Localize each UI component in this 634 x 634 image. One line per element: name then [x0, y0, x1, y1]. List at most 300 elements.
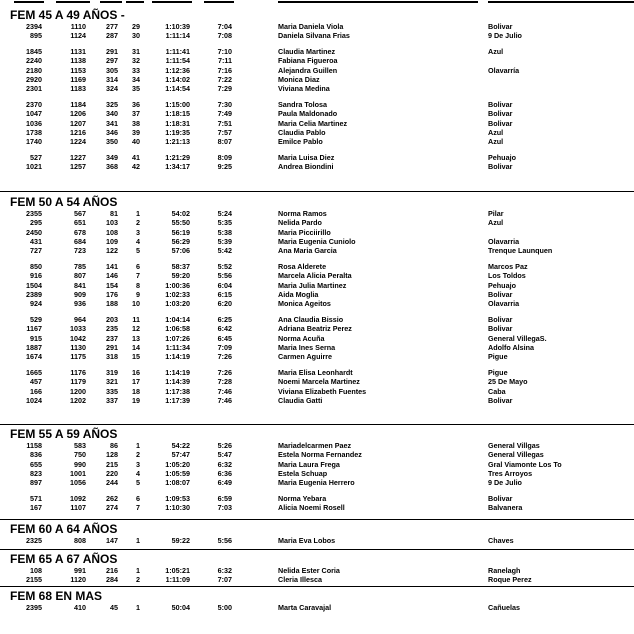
bib-number: 1183 [70, 84, 86, 94]
pace: 5:26 [217, 441, 232, 450]
bib-number: 990 [74, 459, 86, 469]
general-position: 431 [30, 237, 42, 246]
category-position: 9 [136, 290, 140, 299]
pace: 7:09 [217, 343, 232, 352]
runner-name: Claudia Pablo [278, 127, 326, 137]
runner-name: Maria Picciirillo [278, 227, 331, 237]
general-position: 897 [30, 478, 42, 488]
result-row [0, 271, 634, 280]
gender-position: 176 [106, 290, 118, 299]
gender-position: 318 [106, 352, 118, 362]
bib-number: 1176 [70, 367, 86, 377]
runner-name: Rosa Alderete [278, 261, 327, 271]
bib-number: 841 [74, 280, 86, 290]
gender-position: 337 [106, 395, 118, 405]
finish-time: 58:37 [171, 261, 190, 271]
finish-time: 1:10:39 [165, 22, 190, 31]
result-row [0, 469, 634, 478]
category-position: 32 [132, 56, 140, 66]
runner-name: Nelida Ester Coria [278, 566, 340, 575]
gender-position: 109 [106, 237, 118, 246]
section-divider [0, 519, 634, 520]
gender-position: 325 [106, 99, 118, 109]
gender-position: 321 [106, 377, 118, 387]
bib-number: 909 [74, 290, 86, 299]
section-divider [0, 549, 634, 550]
result-row [0, 84, 634, 93]
bib-number: 1130 [70, 343, 86, 352]
header-rule [152, 1, 192, 3]
finish-time: 1:19:35 [165, 127, 190, 137]
finish-time: 50:04 [171, 603, 190, 612]
category-position: 6 [136, 261, 140, 271]
result-row [0, 503, 634, 512]
finish-time: 54:02 [171, 209, 190, 218]
gender-position: 324 [106, 84, 118, 94]
runner-name: Carmen Aguirre [278, 352, 333, 362]
general-position: 2394 [26, 22, 42, 31]
gender-position: 335 [106, 386, 118, 396]
finish-time: 1:11:41 [165, 46, 190, 56]
gender-position: 291 [106, 343, 118, 352]
gender-position: 45 [110, 603, 118, 612]
finish-time: 55:50 [171, 218, 190, 228]
result-row [0, 119, 634, 128]
result-row [0, 75, 634, 84]
runner-name: Sandra Tolosa [278, 99, 327, 109]
finish-time: 1:14:54 [165, 84, 190, 94]
bib-number: 1184 [70, 99, 86, 109]
gender-position: 314 [106, 75, 118, 84]
runner-city: 9 De Julio [488, 31, 522, 41]
category-position: 7 [136, 271, 140, 281]
general-position: 2325 [26, 536, 42, 545]
general-position: 1021 [26, 162, 42, 172]
runner-name: Maria Daniela Viola [278, 22, 344, 31]
result-row [0, 137, 634, 146]
gender-position: 147 [106, 536, 118, 545]
bib-number: 1110 [70, 22, 86, 31]
result-row [0, 536, 634, 545]
runner-name: Emilce Pablo [278, 137, 323, 147]
category-position: 4 [136, 469, 140, 479]
result-row [0, 100, 634, 109]
pace: 5:56 [217, 536, 232, 545]
gender-position: 350 [106, 137, 118, 147]
runner-name: Andrea Biondini [278, 162, 334, 172]
gender-position: 220 [106, 469, 118, 479]
general-position: 2920 [26, 75, 42, 84]
runner-name: Maria Laura Frega [278, 459, 340, 469]
runner-name: Maria Elisa Leonhardt [278, 367, 353, 377]
header-rule [278, 1, 478, 3]
runner-city: General Villegas [488, 450, 544, 460]
bib-number: 1124 [70, 31, 86, 41]
finish-time: 1:11:14 [165, 31, 190, 41]
runner-city: Olavarría [488, 65, 520, 75]
runner-city: Pehuajo [488, 280, 516, 290]
runner-city: Gral Viamonte Los To [488, 459, 562, 469]
runner-name: Ana Maria Garcia [278, 246, 337, 256]
runner-city: Roque Perez [488, 575, 532, 585]
runner-name: Maria Julia Martinez [278, 280, 347, 290]
bib-number: 1120 [70, 575, 86, 585]
runner-city: Balvanera [488, 503, 523, 513]
runner-city: General VillegaS. [488, 333, 547, 343]
general-position: 916 [30, 271, 42, 281]
finish-time: 1:02:33 [165, 290, 190, 299]
category-position: 2 [136, 218, 140, 228]
pace: 7:46 [217, 395, 232, 405]
bib-number: 1138 [70, 56, 86, 66]
category-position: 39 [132, 127, 140, 137]
result-row [0, 603, 634, 612]
runner-name: Viviana Medina [278, 84, 330, 94]
result-row [0, 334, 634, 343]
result-row [0, 128, 634, 137]
general-position: 2301 [26, 84, 42, 94]
category-position: 40 [132, 137, 140, 147]
pace: 8:07 [217, 137, 232, 147]
runner-city: Bolivar [488, 99, 513, 109]
gender-position: 274 [106, 503, 118, 513]
general-position: 166 [30, 386, 42, 396]
bib-number: 785 [74, 261, 86, 271]
finish-time: 1:14:19 [165, 367, 190, 377]
category-position: 1 [136, 603, 140, 612]
pace: 7:22 [217, 75, 232, 84]
general-position: 1845 [26, 46, 42, 56]
finish-time: 1:17:39 [165, 395, 190, 405]
runner-city: 9 De Julio [488, 478, 522, 488]
general-position: 167 [30, 503, 42, 513]
result-row [0, 153, 634, 162]
finish-time: 1:18:31 [165, 118, 190, 128]
runner-city: Bolivar [488, 314, 513, 324]
result-row [0, 396, 634, 405]
finish-time: 1:04:14 [165, 314, 190, 324]
result-row [0, 162, 634, 171]
runner-name: Monica Ageitos [278, 299, 331, 309]
pace: 5:42 [217, 246, 232, 256]
result-row [0, 47, 634, 56]
pace: 5:47 [217, 450, 232, 460]
runner-name: Maria Luisa Diez [278, 152, 335, 162]
category-position: 16 [132, 367, 140, 377]
pace: 7:57 [217, 127, 232, 137]
header-rule [204, 1, 234, 3]
category-heading: FEM 65 A 67 AÑOS [10, 552, 118, 566]
gender-position: 341 [106, 118, 118, 128]
gender-position: 215 [106, 459, 118, 469]
category-position: 31 [132, 46, 140, 56]
result-row [0, 56, 634, 65]
bib-number: 651 [74, 218, 86, 228]
general-position: 571 [30, 494, 42, 503]
runner-city: Marcos Paz [488, 261, 528, 271]
runner-city: Caba [488, 386, 506, 396]
pace: 7:07 [217, 575, 232, 585]
result-row [0, 460, 634, 469]
pace: 6:45 [217, 333, 232, 343]
pace: 5:39 [217, 237, 232, 246]
finish-time: 1:05:59 [165, 469, 190, 479]
gender-position: 146 [106, 271, 118, 281]
gender-position: 103 [106, 218, 118, 228]
result-row [0, 237, 634, 246]
result-row [0, 299, 634, 308]
header-rules [0, 0, 634, 4]
pace: 5:35 [217, 218, 232, 228]
finish-time: 1:09:53 [165, 494, 190, 503]
finish-time: 1:14:02 [165, 75, 190, 84]
runner-name: Viviana Elizabeth Fuentes [278, 386, 367, 396]
gender-position: 346 [106, 127, 118, 137]
bib-number: 1200 [70, 386, 86, 396]
category-position: 13 [132, 333, 140, 343]
gender-position: 235 [106, 324, 118, 334]
result-row [0, 324, 634, 333]
finish-time: 1:34:17 [165, 162, 190, 172]
general-position: 1674 [26, 352, 42, 362]
general-position: 850 [30, 261, 42, 271]
result-row [0, 228, 634, 237]
result-row [0, 343, 634, 352]
gender-position: 108 [106, 227, 118, 237]
result-row [0, 494, 634, 503]
runner-city: Trenque Launquen [488, 246, 553, 256]
category-position: 18 [132, 386, 140, 396]
runner-city: Azul [488, 127, 504, 137]
gender-position: 368 [106, 162, 118, 172]
general-position: 924 [30, 299, 42, 309]
bib-number: 1001 [70, 469, 86, 479]
bib-number: 991 [74, 566, 86, 575]
runner-city: Los Toldos [488, 271, 526, 281]
runner-name: Nelida Pardo [278, 218, 322, 228]
category-position: 4 [136, 237, 140, 246]
runner-city: Pilar [488, 209, 504, 218]
finish-time: 1:05:20 [165, 459, 190, 469]
bib-number: 1131 [70, 46, 86, 56]
gender-position: 244 [106, 478, 118, 488]
gender-position: 86 [110, 441, 118, 450]
result-row [0, 377, 634, 386]
general-position: 295 [30, 218, 42, 228]
pace: 6:32 [217, 566, 232, 575]
result-row [0, 441, 634, 450]
general-position: 2389 [26, 290, 42, 299]
pace: 7:11 [218, 56, 232, 66]
runner-name: Marta Caravajal [278, 603, 332, 612]
header-rule [100, 1, 122, 3]
runner-city: Azul [488, 46, 504, 56]
bib-number: 1175 [70, 352, 86, 362]
general-position: 655 [30, 459, 42, 469]
runner-city: Azul [488, 137, 504, 147]
finish-time: 54:22 [171, 441, 190, 450]
gender-position: 305 [106, 65, 118, 75]
category-heading: FEM 50 A 54 AÑOS [10, 195, 118, 209]
gender-position: 284 [106, 575, 118, 585]
general-position: 2395 [26, 603, 42, 612]
runner-name: Maria Ines Serna [278, 343, 336, 352]
header-rule [488, 1, 634, 3]
category-position: 38 [132, 118, 140, 128]
general-position: 1047 [26, 109, 42, 119]
result-row [0, 109, 634, 118]
runner-name: Maria Eugenia Cuniolo [278, 237, 356, 246]
runner-name: Ana Claudia Bissio [278, 314, 344, 324]
category-position: 33 [132, 65, 140, 75]
finish-time: 59:22 [171, 536, 190, 545]
category-position: 1 [136, 536, 140, 545]
finish-time: 1:18:15 [165, 109, 190, 119]
category-position: 7 [136, 503, 140, 513]
runner-name: Marcela Alicia Peralta [278, 271, 352, 281]
runner-city: Tres Arroyos [488, 469, 533, 479]
finish-time: 1:03:20 [165, 299, 190, 309]
runner-city: Bolivar [488, 118, 513, 128]
category-position: 41 [132, 152, 140, 162]
runner-name: Estela Norma Fernandez [278, 450, 362, 460]
finish-time: 1:21:13 [165, 137, 190, 147]
runner-city: Bolivar [488, 324, 513, 334]
pace: 6:36 [217, 469, 232, 479]
runner-name: Aida Moglia [278, 290, 319, 299]
general-position: 527 [30, 152, 42, 162]
category-position: 6 [136, 494, 140, 503]
category-position: 14 [132, 343, 140, 352]
result-row [0, 31, 634, 40]
result-row [0, 281, 634, 290]
result-row [0, 66, 634, 75]
category-position: 36 [132, 99, 140, 109]
pace: 6:20 [217, 299, 232, 309]
general-position: 1665 [26, 367, 42, 377]
runner-name: Norma Acuña [278, 333, 325, 343]
runner-city: Ranelagh [488, 566, 521, 575]
runner-city: 25 De Mayo [488, 377, 528, 387]
general-position: 836 [30, 450, 42, 460]
category-position: 37 [132, 109, 140, 119]
result-row [0, 478, 634, 487]
runner-name: Estela Schuap [278, 469, 328, 479]
pace: 5:38 [217, 227, 232, 237]
pace: 6:25 [217, 314, 232, 324]
category-heading: FEM 60 A 64 AÑOS [10, 522, 118, 536]
bib-number: 1227 [70, 152, 86, 162]
bib-number: 684 [74, 237, 86, 246]
category-heading: FEM 68 EN MAS [10, 589, 103, 603]
category-position: 15 [132, 352, 140, 362]
pace: 6:15 [217, 290, 232, 299]
bib-number: 1202 [70, 395, 86, 405]
runner-name: Maria Celia Martinez [278, 118, 348, 128]
pace: 6:04 [217, 280, 232, 290]
general-position: 2180 [26, 65, 42, 75]
gender-position: 297 [106, 56, 118, 66]
finish-time: 1:06:58 [165, 324, 190, 334]
finish-time: 1:10:30 [165, 503, 190, 513]
runner-name: Noemi Marcela Martinez [278, 377, 360, 387]
bib-number: 567 [74, 209, 86, 218]
result-row [0, 246, 634, 255]
general-position: 457 [30, 377, 42, 387]
category-position: 5 [136, 246, 140, 256]
bib-number: 1107 [70, 503, 86, 513]
gender-position: 349 [106, 152, 118, 162]
category-position: 30 [132, 31, 140, 41]
category-position: 17 [132, 377, 140, 387]
result-row [0, 575, 634, 584]
bib-number: 1206 [70, 109, 86, 119]
pace: 6:32 [217, 459, 232, 469]
general-position: 1504 [26, 280, 42, 290]
finish-time: 1:14:19 [165, 352, 190, 362]
category-position: 3 [136, 227, 140, 237]
finish-time: 1:15:00 [165, 99, 190, 109]
bib-number: 936 [74, 299, 86, 309]
runner-name: Claudia Gatti [278, 395, 323, 405]
pace: 7:04 [217, 22, 232, 31]
bib-number: 1092 [70, 494, 86, 503]
runner-name: Maria Eva Lobos [278, 536, 336, 545]
gender-position: 340 [106, 109, 118, 119]
pace: 7:28 [217, 377, 232, 387]
general-position: 1024 [26, 395, 42, 405]
gender-position: 287 [106, 31, 118, 41]
category-position: 2 [136, 575, 140, 585]
gender-position: 216 [106, 566, 118, 575]
category-position: 2 [136, 450, 140, 460]
finish-time: 56:19 [171, 227, 190, 237]
gender-position: 237 [106, 333, 118, 343]
pace: 5:24 [217, 209, 232, 218]
pace: 7:29 [217, 84, 232, 94]
finish-time: 1:17:38 [165, 386, 190, 396]
bib-number: 1257 [70, 162, 86, 172]
section-divider [0, 191, 634, 192]
runner-city: Bolivar [488, 109, 513, 119]
runner-city: Pigue [488, 367, 508, 377]
pace: 6:49 [217, 478, 232, 488]
pace: 8:09 [217, 152, 232, 162]
general-position: 727 [30, 246, 42, 256]
category-position: 3 [136, 459, 140, 469]
finish-time: 1:05:21 [165, 566, 190, 575]
bib-number: 723 [74, 246, 86, 256]
category-position: 1 [136, 209, 140, 218]
runner-name: Claudia Martinez [278, 46, 336, 56]
finish-time: 1:08:07 [165, 478, 190, 488]
result-row [0, 218, 634, 227]
bib-number: 678 [74, 227, 86, 237]
category-position: 29 [132, 22, 140, 31]
gender-position: 319 [106, 367, 118, 377]
general-position: 2450 [26, 227, 42, 237]
result-row [0, 22, 634, 31]
runner-city: Pigue [488, 352, 508, 362]
bib-number: 1033 [70, 324, 86, 334]
runner-city: Cañuelas [488, 603, 520, 612]
bib-number: 1042 [70, 333, 86, 343]
general-position: 2155 [26, 575, 42, 585]
gender-position: 128 [106, 450, 118, 460]
general-position: 1738 [26, 127, 42, 137]
result-row [0, 387, 634, 396]
header-rule [56, 1, 90, 3]
